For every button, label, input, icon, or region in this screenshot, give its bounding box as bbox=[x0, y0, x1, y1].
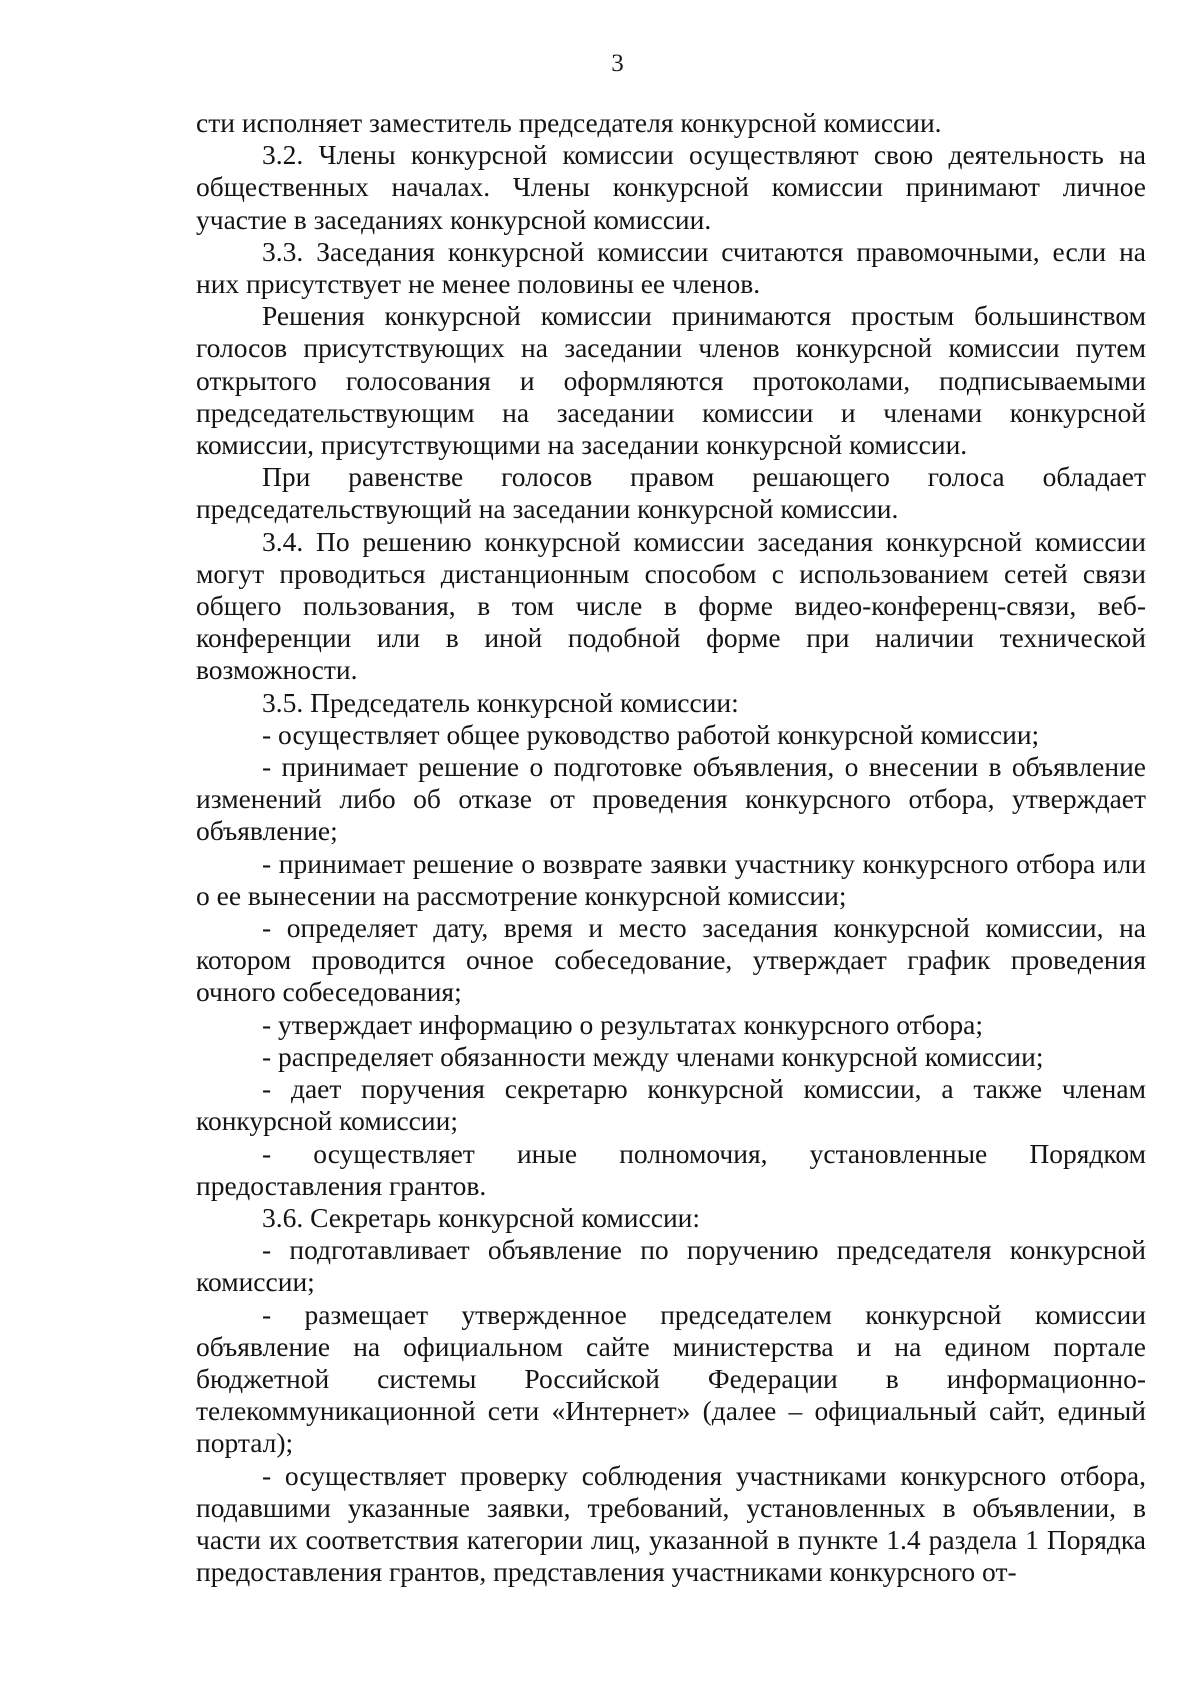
list-item-secretary-1: - подготавливает объявление по поручению председателя конкурсной комиссии; bbox=[196, 1234, 1146, 1298]
list-item-chair-1: - осуществляет общее руководство работой конкурсной комиссии; bbox=[262, 718, 1040, 750]
list-item-chair-3: - принимает решение о возврате заявки участнику конкурсного отбора или о ее вынесении на рассмотрение конкурсной комиссии; bbox=[196, 847, 1146, 911]
list-item-chair-4: - определяет дату, время и место заседания конкурсной комиссии, на котором проводится очное собеседование, утверждает график проведения очного собеседования; bbox=[196, 912, 1146, 1008]
list-item-chair-2: - принимает решение о подготовке объявления, о внесении в объявление изменений либо об отказе от проведения конкурсного отбора, утверждает объявление; bbox=[196, 751, 1146, 847]
list-item-secretary-2: - размещает утвержденное председателем конкурсной комиссии объявление на официальном сайте министерства и на едином портале бюджетной системы Российской Федерации в информационно-телекоммуникационной сети «Интернет» (далее – официальный сайт, единый портал); bbox=[196, 1298, 1146, 1459]
document-body bbox=[196, 107, 1146, 1588]
list-item-secretary-3: - осуществляет проверку соблюдения участниками конкурсного отбора, подавшими указанные заявки, требований, установленных в объявлении, в части их соответствия категории лиц, указанной в пункте 1.4 раздела 1 Порядка предоставления грантов, представления участниками конкурсного от- bbox=[196, 1459, 1146, 1588]
paragraph-3-2: 3.2. Члены конкурсной комиссии осуществляют свою деятельность на общественных началах. Члены конкурсной комиссии принимают личное участие в заседаниях конкурсной комиссии. bbox=[196, 139, 1146, 235]
list-item-chair-7: - дает поручения секретарю конкурсной комиссии, а также членам конкурсной комиссии; bbox=[196, 1073, 1146, 1137]
list-item-chair-6: - распределяет обязанности между членами конкурсной комиссии; bbox=[262, 1040, 1044, 1072]
paragraph-3-5-heading: 3.5. Председатель конкурсной комиссии: bbox=[262, 686, 739, 718]
page-number: 3 bbox=[611, 50, 624, 77]
paragraph-decisions: Решения конкурсной комиссии принимаются простым большинством голосов присутствующих на заседании членов конкурсной комиссии путем открытого голосования и оформляются протоколами, подписываемыми председательствующим на заседании комиссии и членами конкурсной комиссии, присутствующими на заседании конкурсной комиссии. bbox=[196, 300, 1146, 461]
list-item-chair-8: - осуществляет иные полномочия, установленные Порядком предоставления грантов. bbox=[196, 1137, 1146, 1201]
paragraph-3-4: 3.4. По решению конкурсной комиссии заседания конкурсной комиссии могут проводиться дистанционным способом с использованием сетей связи общего пользования, в том числе в форме видео-конференц-связи, веб-конференции или в иной подобной форме при наличии технической возможности. bbox=[196, 525, 1146, 686]
paragraph-3-6-heading: 3.6. Секретарь конкурсной комиссии: bbox=[262, 1201, 701, 1233]
list-item-chair-5: - утверждает информацию о результатах конкурсного отбора; bbox=[262, 1008, 984, 1040]
paragraph-continuation: сти исполняет заместитель председателя конкурсной комиссии. bbox=[196, 107, 942, 138]
paragraph-tie-vote: При равенстве голосов правом решающего голоса обладает председательствующий на заседании конкурсной комиссии. bbox=[196, 461, 1146, 525]
paragraph-3-3: 3.3. Заседания конкурсной комиссии считаются правомочными, если на них присутствует не менее половины ее членов. bbox=[196, 235, 1146, 300]
